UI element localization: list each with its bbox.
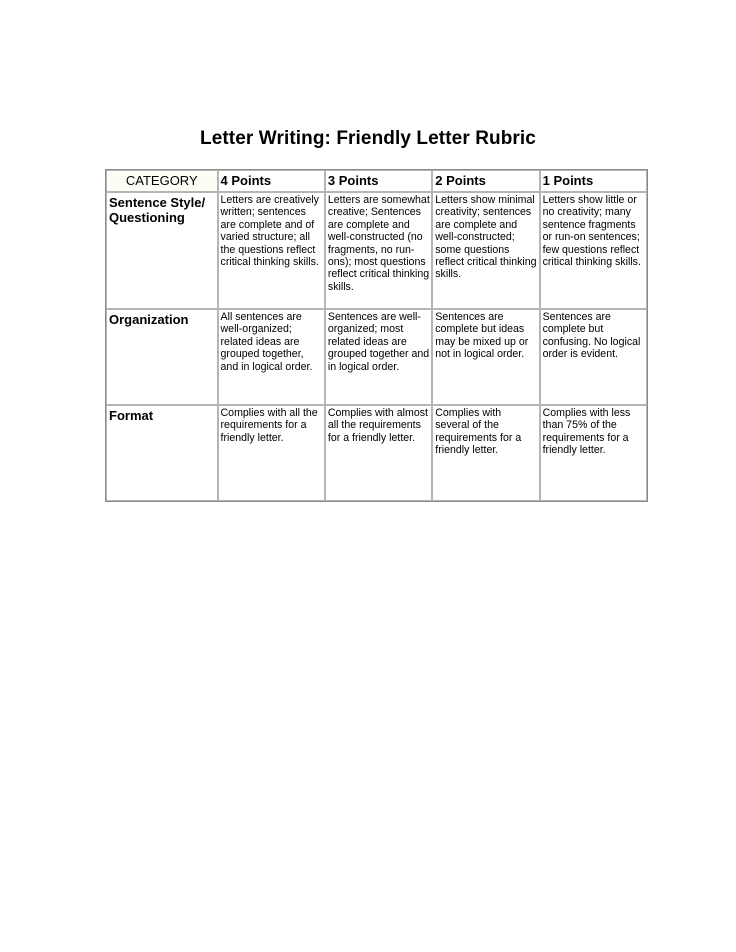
table-row (106, 405, 647, 501)
header-1-points: 1 Points (540, 170, 647, 192)
row-label-organization: Organization (106, 309, 218, 405)
rubric-table (105, 169, 648, 502)
table-row (106, 309, 647, 405)
header-4-points: 4 Points (218, 170, 325, 192)
table-cell: Letters are somewhat creative; Sentences are complete and well-constructed (no fragments, no run-ons); most questions reflect critical thinking skills. (325, 192, 432, 309)
header-2-points: 2 Points (432, 170, 539, 192)
table-cell: Letters are creatively written; sentences are complete and of varied structure; all the questions reflect critical thinking skills. (218, 192, 325, 309)
table-cell: Sentences are well-organized; most related ideas are grouped together and in logical order. (325, 309, 432, 405)
header-3-points: 3 Points (325, 170, 432, 192)
table-cell: Complies with almost all the requirements for a friendly letter. (325, 405, 432, 501)
row-label-format: Format (106, 405, 218, 501)
table-cell: Complies with less than 75% of the requirements for a friendly letter. (540, 405, 647, 501)
table-row (106, 192, 647, 309)
table-cell: Complies with several of the requirements for a friendly letter. (432, 405, 539, 501)
header-row (106, 170, 647, 192)
table-cell: Complies with all the requirements for a friendly letter. (218, 405, 325, 501)
table-cell: Letters show minimal creativity; sentences are complete and well-constructed; some questions reflect critical thinking skills. (432, 192, 539, 309)
row-label-sentence-style: Sentence Style/ Questioning (106, 192, 218, 309)
page-title: Letter Writing: Friendly Letter Rubric (200, 128, 536, 149)
header-category: CATEGORY (106, 170, 218, 192)
table-cell: Sentences are complete but ideas may be mixed up or not in logical order. (432, 309, 539, 405)
table-cell: Sentences are complete but confusing. No logical order is evident. (540, 309, 647, 405)
table-cell: All sentences are well-organized; related ideas are grouped together, and in logical order. (218, 309, 325, 405)
table-cell: Letters show little or no creativity; many sentence fragments or run-on sentences; few questions reflect critical thinking skills. (540, 192, 647, 309)
